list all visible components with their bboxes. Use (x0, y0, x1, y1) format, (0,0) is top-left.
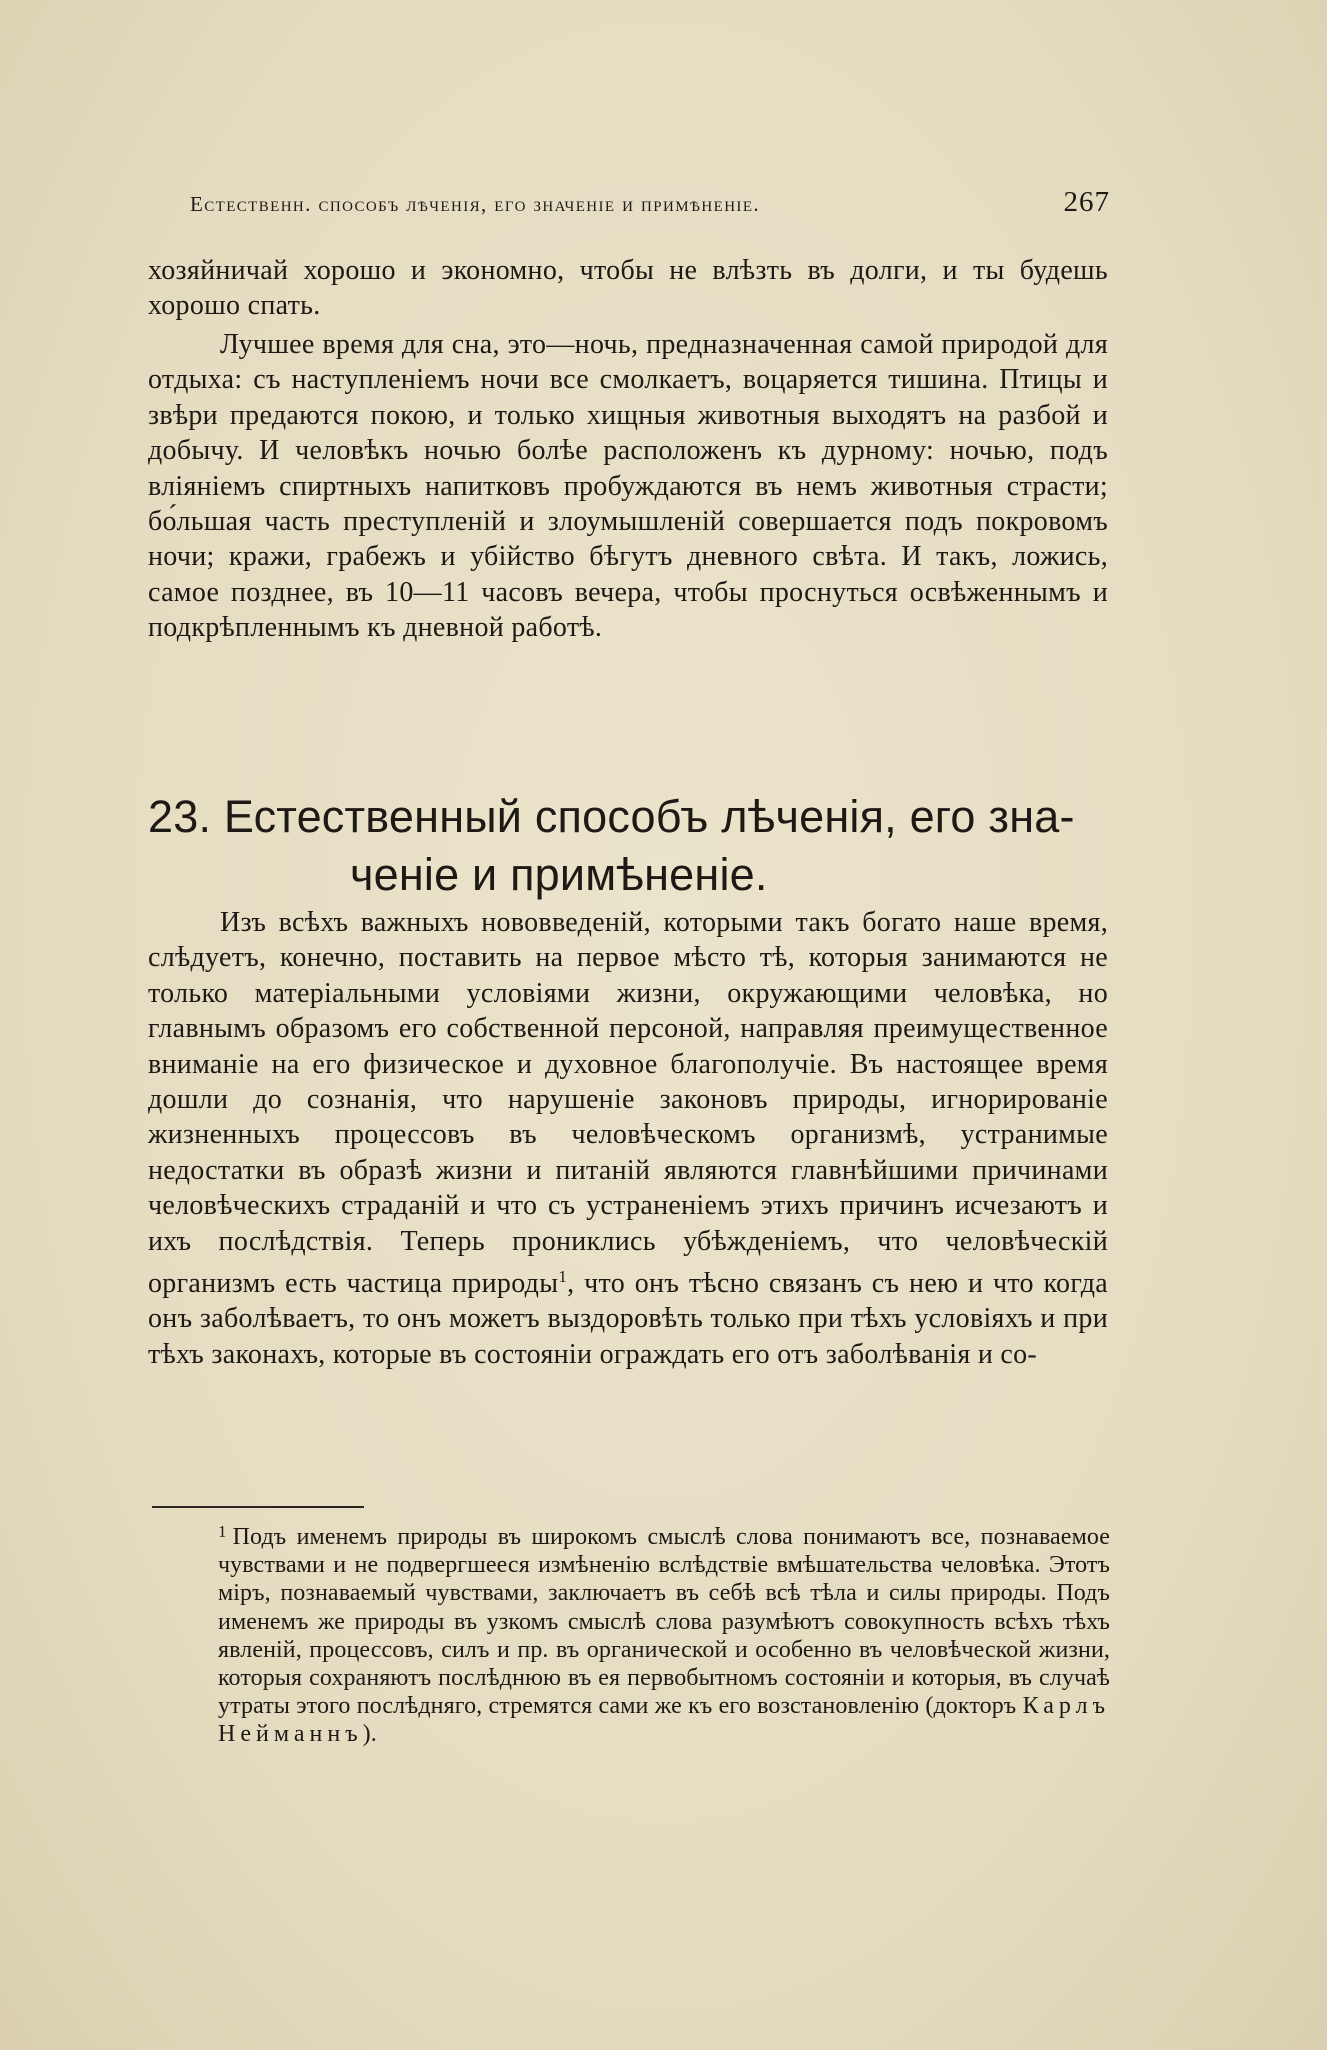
running-head: Естественн. способъ лѣченія, его значеніе и примѣненіе. (190, 192, 761, 216)
section-heading (148, 788, 1108, 904)
footnote-reference[interactable]: 1 (558, 1267, 568, 1287)
footnote-body (152, 1518, 1110, 1749)
footnote-mark: 1 (218, 1522, 227, 1541)
footnote (152, 1518, 1110, 1749)
paragraph-text (148, 905, 1108, 1372)
paragraph-continued (148, 253, 1108, 324)
section-heading-line-2: ченіе и примѣненіе. (350, 849, 768, 900)
paragraph-text: хозяйничай хорошо и экономно, чтобы не влѣзть въ долги, и ты будешь хорошо спать. (148, 255, 1108, 322)
footnote-text: Подъ именемъ природы въ широкомъ смыслѣ слова понимаютъ все, познаваемое чувствами и не подвергшееся измѣненію вслѣдствіе вмѣшательства человѣка. Этотъ міръ, познаваемый чувствами, заключаетъ въ себѣ всѣ тѣла и силы природы. Подъ именемъ же природы въ узкомъ смыслѣ слова разумѣютъ совокупность всѣхъ тѣхъ явленій, процессовъ, силъ и пр. въ органической и особенно въ человѣческой жизни, которыя сохраняютъ послѣднюю въ ея первобытномъ состояніи и которыя, въ случаѣ утраты этого послѣдняго, стремятся сами же къ его возстановленію (докторъ (218, 1524, 1110, 1720)
page-number: 267 (1063, 186, 1110, 218)
paragraph-text: Лучшее время для сна, это—ночь, предназначенная самой природой для отдыха: съ наступленіемъ ночи все смолкаетъ, воцаряется тишина. Птицы и звѣри предаются покою, и только хищныя животныя выходятъ на разбой и добычу. И человѣкъ ночью болѣе расположенъ къ дурному: ночью, подъ вліяніемъ спиртныхъ напитковъ пробуждаются въ немъ животныя страсти; бо́льшая часть преступленій и злоумышленій совершается подъ покровомъ ночи; кражи, грабежъ и убійство бѣгутъ дневного свѣта. И такъ, ложись, самое позднее, въ 10—11 часовъ вечера, чтобы проснуться освѣженнымъ и подкрѣпленнымъ къ дневной работѣ. (148, 329, 1108, 644)
footnote-closing: ). (362, 1721, 377, 1748)
footnote-author: Карлъ Нейманнъ (218, 1693, 1110, 1748)
section-heading-line-1: 23. Естественный способъ лѣченія, его зна- (148, 791, 1075, 842)
paragraph-text-part-2: , что онъ тѣсно связанъ съ нею и что когда онъ заболѣваетъ, то онъ можетъ выздоровѣть только при тѣхъ условіяхъ и при тѣхъ законахъ, которые въ состояніи ограждать его отъ заболѣванія и со- (148, 1268, 1108, 1370)
page-header (190, 186, 1110, 226)
paragraph-sleep (148, 327, 1108, 646)
footnote-divider (152, 1506, 364, 1508)
paragraph-natural-healing (148, 905, 1108, 1372)
paragraph-text-part-1: Изъ всѣхъ важныхъ нововведеній, которыми такъ богато наше время, слѣдуетъ, конечно, поставить на первое мѣсто тѣ, которыя занимаются не только матеріальными условіями жизни, окружающими человѣка, но главнымъ образомъ его собственной персоной, направляя преимущественное вниманіе на его физическое и духовное благополучіе. Въ настоящее время дошли до сознанія, что нарушеніе законовъ природы, игнорированіе жизненныхъ процессовъ въ человѣческомъ организмѣ, устранимые недостатки въ образѣ жизни и питаній являются главнѣйшими причинами человѣческихъ страданій и что съ устраненіемъ этихъ причинъ исчезаютъ и ихъ послѣдствія. Теперь прониклись убѣжденіемъ, что человѣческій организмъ есть частица природы (148, 907, 1108, 1300)
